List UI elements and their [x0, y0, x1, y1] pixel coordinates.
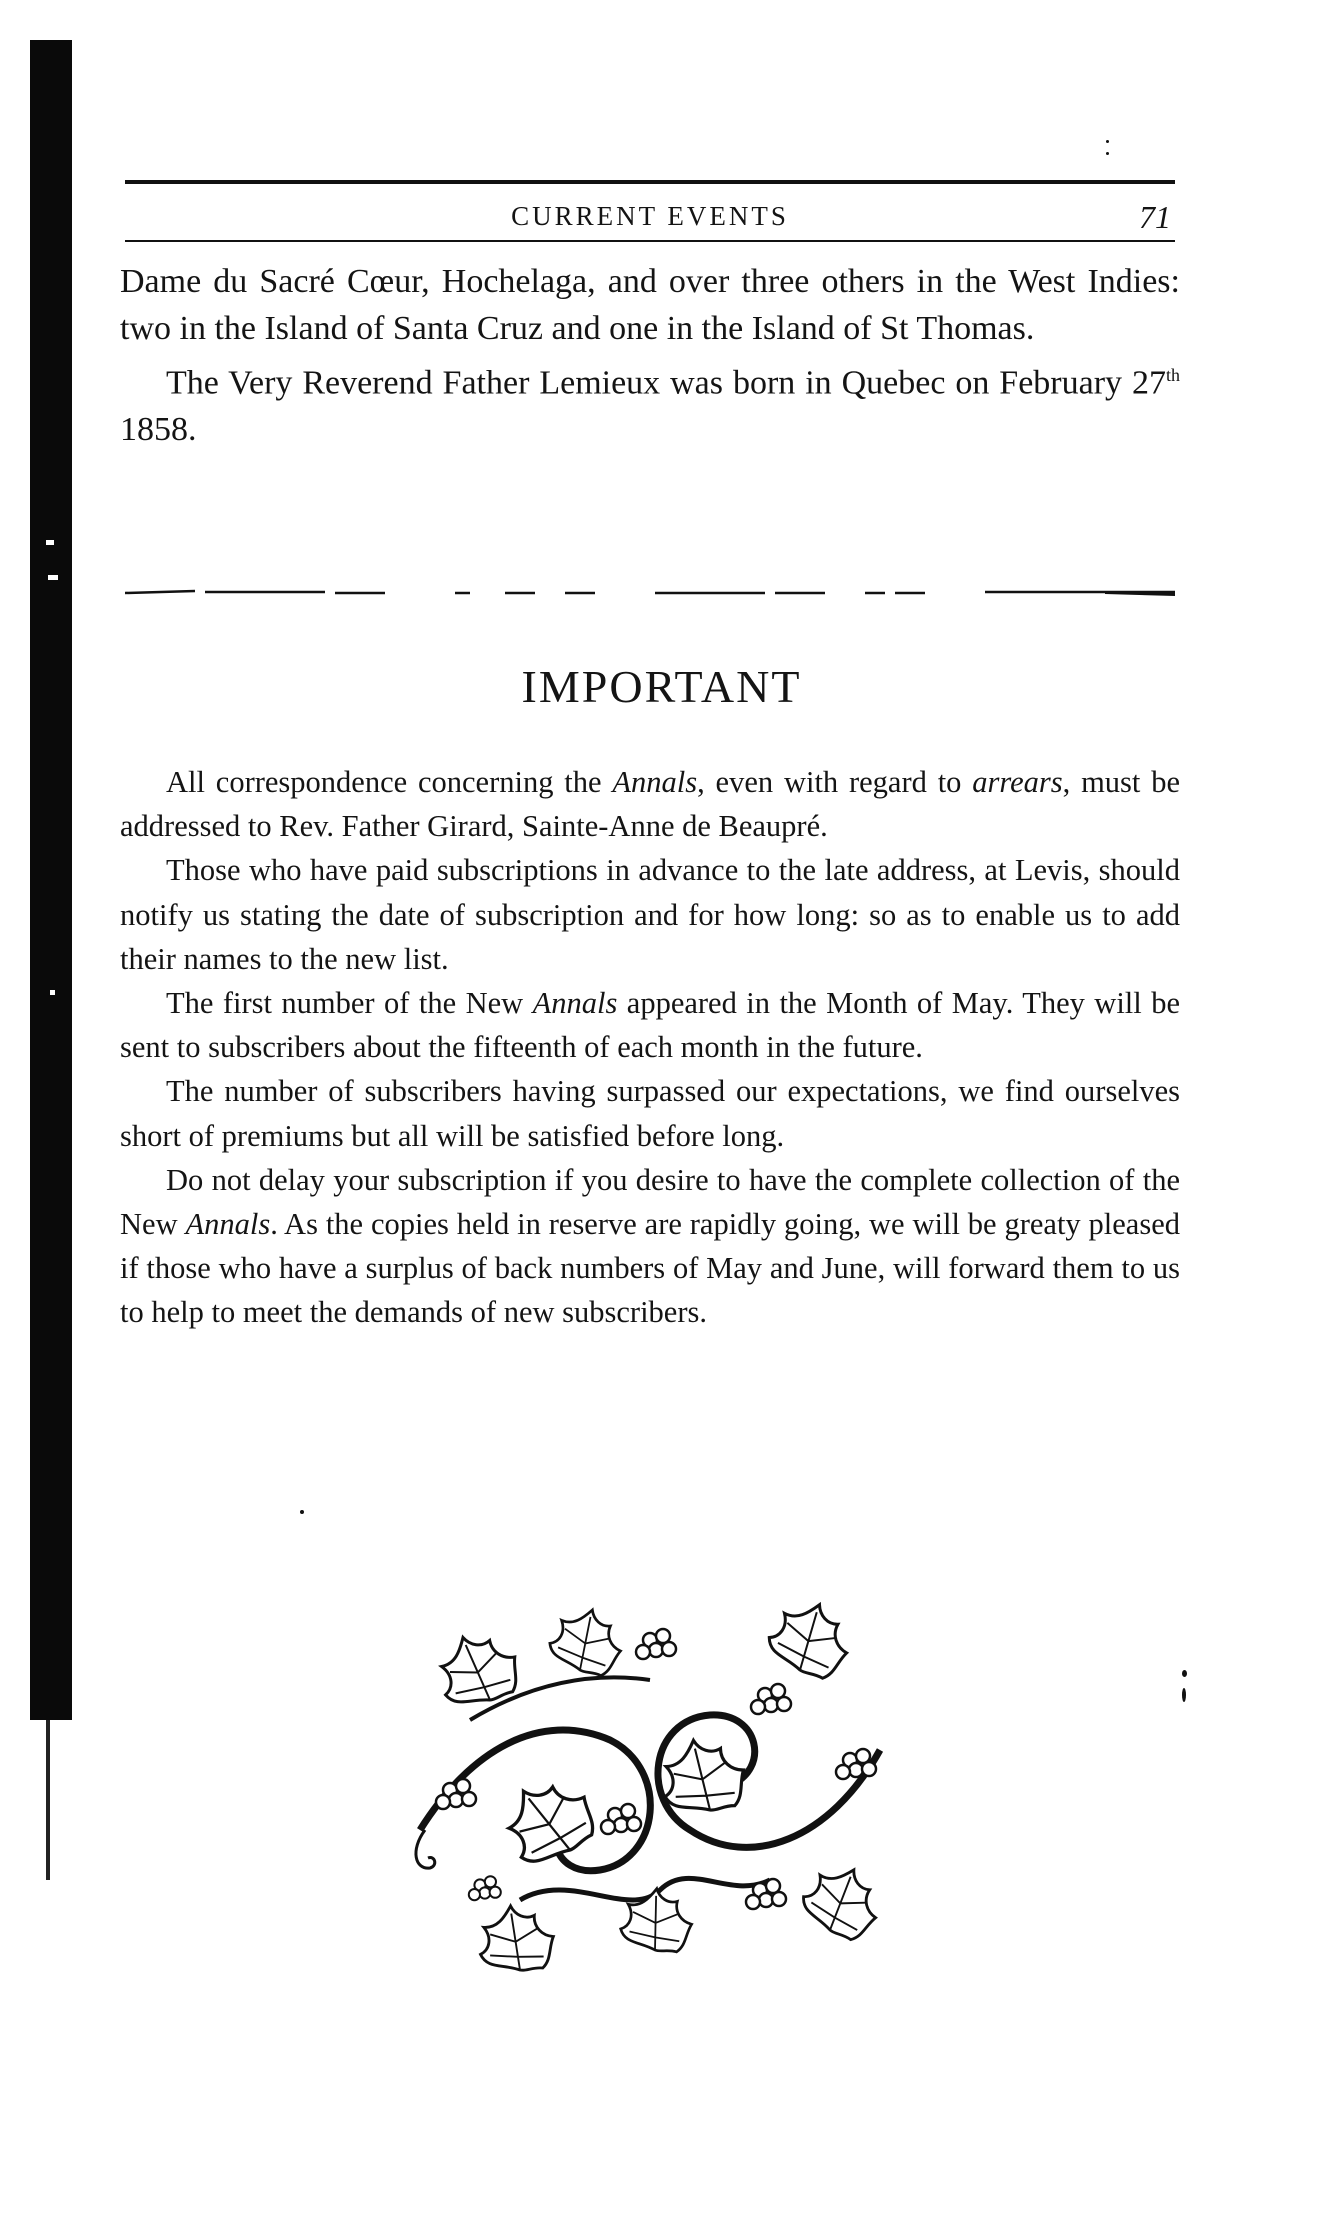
scan-speck [1182, 1688, 1186, 1702]
section-separator-rule [125, 588, 1175, 598]
first-number-paragraph [120, 981, 1180, 1069]
paragraph-text: , must be addressed to Rev. Father Girard, Sainte-Anne de Beaupré. [120, 765, 1180, 844]
correspondence-paragraph [120, 760, 1180, 848]
page-number: 71 [1139, 199, 1171, 235]
annals-italic: Annals [185, 1207, 271, 1242]
important-notice [120, 760, 1180, 1335]
scan-speck [300, 1510, 304, 1514]
annals-italic: Annals [532, 986, 618, 1021]
arrears-italic: arrears [972, 765, 1063, 799]
paragraph-text: The first number of the New [166, 986, 533, 1021]
header-rule-top [125, 180, 1175, 184]
binding-shadow [30, 40, 72, 1720]
scan-speck [1182, 1670, 1187, 1677]
running-head [125, 196, 1175, 236]
scan-speck [46, 540, 54, 545]
lemieux-text: The Very Reverend Father Lemieux was born in Quebec on February 27 [166, 364, 1166, 402]
paragraph-text: , even with regard to [697, 765, 973, 799]
important-heading: IMPORTANT [521, 661, 802, 712]
binding-shadow-tail [46, 1720, 50, 1880]
paragraph-text: . As the copies held in reserve are rapidly going, we will be greaty pleased if those who have a surplus of back numbers of May and June, will forward them to us to help to meet the demands of new subscribers. [120, 1207, 1181, 1330]
scan-speck [50, 990, 55, 995]
ivy-vine-ornament-icon [410, 1600, 890, 1980]
previous-article-text [120, 258, 1180, 453]
scan-speck [1106, 140, 1109, 143]
continuation-paragraph: Dame du Sacré Cœur, Hochelaga, and over three others in the West Indies: two in the Island of Santa Cruz and one in the Island of St Thomas. [120, 263, 1180, 347]
scan-speck [1106, 152, 1109, 155]
running-title: CURRENT EVENTS [511, 201, 789, 231]
levis-paragraph: Those who have paid subscriptions in advance to the late address, at Levis, should notify us stating the date of subscription and for how long: so as to enable us to add their names to the new list. [120, 853, 1180, 976]
paragraph-text: Do not delay your subscription if you desire to have the complete collection of the New [120, 1162, 1180, 1242]
lemieux-year: 1858. [120, 411, 197, 449]
ordinal-superscript: th [1165, 365, 1180, 385]
subscribers-paragraph: The number of subscribers having surpassed our expectations, we find ourselves short of premiums but all will be satisfied before long. [120, 1074, 1180, 1153]
header-rule-bottom [125, 240, 1175, 242]
scan-speck [48, 575, 58, 580]
paragraph-text: appeared in the Month of May. They will be sent to subscribers about the fifteenth of each month in the future. [120, 986, 1180, 1065]
paragraph-text: All correspondence concerning the [166, 765, 613, 799]
lemieux-paragraph [120, 352, 1180, 453]
subscription-paragraph [120, 1158, 1180, 1335]
annals-italic: Annals [612, 765, 698, 799]
